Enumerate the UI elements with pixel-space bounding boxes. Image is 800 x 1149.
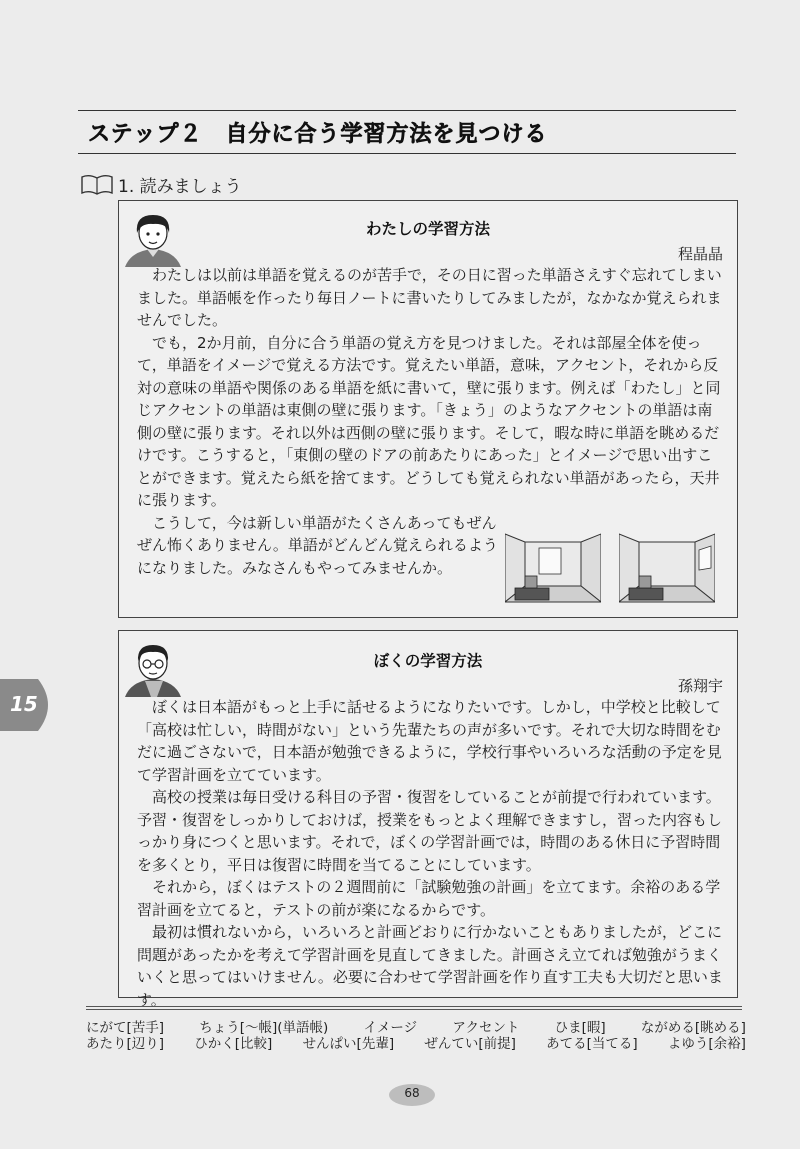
step-header: [78, 110, 736, 154]
passage-1-author: 程晶晶: [677, 245, 723, 263]
passage-2-body: [137, 696, 723, 1011]
passage-2-title: ぼくの学習方法: [373, 652, 483, 670]
passage-1-paragraph: こうして，今は新しい単語がたくさんあってもぜんぜん怖くありません。単語がどんどん覚えられるようになりました。みなさんもやってみませんか。: [137, 513, 498, 577]
section-heading: [80, 172, 242, 196]
vocab-item: ひま[暇]: [554, 1020, 606, 1036]
passage-2-author: 孫翔宇: [677, 677, 723, 695]
passage-2-paragraph: それから，ぼくはテストの２週間前に「試験勉強の計画」を立てます。余裕のある学習計画を立てると，テストの前が楽になるからです。: [137, 878, 721, 919]
vocab-row-2: [86, 1032, 746, 1052]
passage-1-title: わたしの学習方法: [365, 220, 490, 238]
reading-box-1: [118, 200, 738, 618]
vocab-item: ちょう[～帳](単語帳): [199, 1020, 329, 1036]
open-book-icon: [80, 173, 114, 195]
step-title: ステップ２ 自分に合う学習方法を見つける: [88, 121, 548, 147]
vocab-divider: [86, 1009, 742, 1010]
vocab-item: あてる[当てる]: [546, 1036, 638, 1052]
vocab-item: にがて[苦手]: [86, 1020, 165, 1036]
passage-2-paragraph: ぼくは日本語がもっと上手に話せるようになりたいです。しかし，中学校と比較して「高校は忙しい，時間がない」という先輩たちの声が多いです。それで大切な時間をむだに過ごさないで，日本語が勉強できるように，学校行事やいろいろな活動の予定を見て学習計画を立てています。: [137, 698, 722, 784]
vocab-item: せんぱい[先輩]: [302, 1036, 395, 1052]
vocab-item: アクセント: [452, 1020, 520, 1036]
passage-2-paragraph: 高校の授業は毎日受ける科目の予習・復習をしていることが前提で行われています。予習・復習をしっかりしておけば，授業をもっとよく理解できますし，習った内容もしっかり身につくと思います。それで，ぼくの学習計画では，時間のある休日に予習時間を多くとり，平日は復習に時間を当てることにしています。: [137, 788, 723, 874]
passage-1-paragraph: でも，2か月前，自分に合う単語の覚え方を見つけました。それは部屋全体を使って，単語をイメージで覚える方法です。覚えたい単語，意味，アクセント，それから反対の意味の単語や関係のある単語を紙に書いて，壁に張ります。例えば「わたし」と同じアクセントの単語は東側の壁に張ります。「きょう」のようなアクセントの単語は南側の壁に張ります。それ以外は西側の壁に張ります。そして，暇な時に単語を眺めるだけです。こうすると，「東側の壁のドアの前あたりにあった」とイメージで思い出すことができます。覚えたら紙を捨てます。どうしても覚えられない単語があったら，天井に張ります。: [137, 333, 721, 509]
vocab-item: あたり[辺り]: [86, 1036, 165, 1052]
passage-1-paragraph: わたしは以前は単語を覚えるのが苦手で，その日に習った単語さえすぐ忘れてしまいました。単語帳を作ったり毎日ノートに書いたりしてみましたが，なかなか覚えられませんでした。: [137, 266, 722, 329]
vocab-item: ぜんてい[前提]: [424, 1036, 516, 1052]
vocab-divider: [86, 1006, 742, 1007]
room-illustration-2: [619, 524, 715, 606]
section-title: 1. 読みましょう: [118, 176, 242, 197]
passage-2-paragraph: 最初は慣れないから，いろいろと計画どおりに行かないこともありましたが，どこに問題があったかを考えて学習計画を見直してきました。計画さえ立てれば勉強がうまくいくと思ってはいけません。必要に合わせて学習計画を作り直す工夫も大切だと思います。: [137, 923, 723, 1009]
vocab-item: よゆう[余裕]: [667, 1036, 746, 1052]
page-number: 68: [404, 1086, 420, 1100]
chapter-tab-number: 15: [10, 692, 38, 716]
vocab-item: ながめる[眺める]: [640, 1020, 746, 1036]
vocab-item: ひかく[比較]: [194, 1036, 273, 1052]
vocab-item: イメージ: [363, 1020, 418, 1036]
reading-box-2: [118, 630, 738, 1009]
room-illustration-1: [505, 524, 601, 606]
